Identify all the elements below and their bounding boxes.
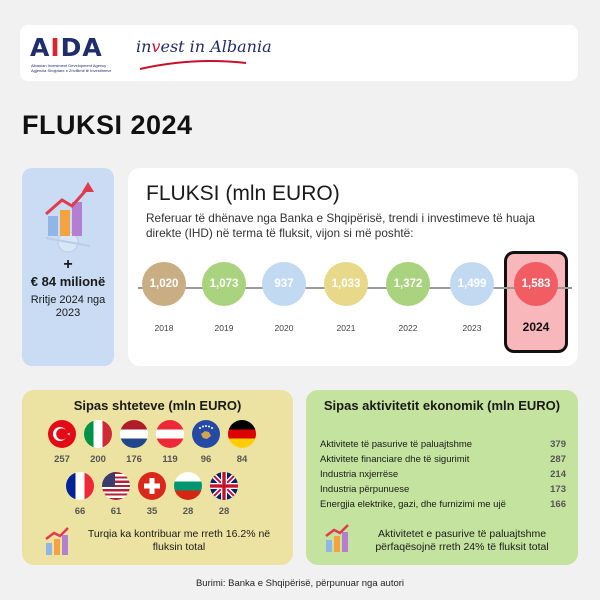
country-value-austria: 119 <box>162 454 178 465</box>
switzerland-flag-icon <box>138 472 166 500</box>
source-note: Burimi: Banka e Shqipërisë, përpunuar nga autori <box>195 578 405 589</box>
flux-description: Referuar të dhënave nga Banka e Shqipërisë, trendi i investimeve të huaja direkte (IHD) në terma të fluksit, vijon si më poshtë: <box>146 211 535 240</box>
swoosh-icon <box>138 59 248 71</box>
aida-logo: AIDA <box>30 33 103 62</box>
activity-value: 214 <box>550 469 566 480</box>
country-value-bulgaria: 28 <box>182 506 194 517</box>
growth-plus-sign: + <box>63 256 73 273</box>
activity-row <box>320 439 566 450</box>
flux-card <box>128 168 578 366</box>
bubble-2021: 1,033 <box>324 262 368 306</box>
country-value-uk: 28 <box>218 506 230 517</box>
year-label-2024: 2024 <box>522 320 550 334</box>
flux-title: FLUKSI (mln EURO) <box>146 182 340 205</box>
country-value-usa: 61 <box>110 506 122 517</box>
growth-card <box>22 168 114 366</box>
country-value-netherlands: 176 <box>126 454 142 465</box>
activity-label: Aktivitete të pasurive të paluajtshme <box>320 439 473 450</box>
activity-label: Energjia elektrike, gazi, dhe furnizimi me ujë <box>320 499 506 510</box>
growth-amount: € 84 milionë <box>30 274 106 289</box>
country-value-france: 66 <box>74 506 86 517</box>
activity-card-title: Sipas aktivitetit ekonomik (mln EURO) <box>323 398 561 413</box>
activity-label: Industria nxjerrëse <box>320 469 399 480</box>
austria-flag-icon <box>156 420 184 448</box>
activity-value: 379 <box>550 439 566 450</box>
activity-value: 287 <box>550 454 566 465</box>
year-label-2023: 2023 <box>462 323 482 333</box>
country-note: Turqia ka kontribuar me rreth 16.2% në fluksin total <box>87 528 271 553</box>
activity-row <box>320 484 566 495</box>
growth-chart-icon <box>324 522 352 554</box>
year-label-2018: 2018 <box>154 323 174 333</box>
year-label-2022: 2022 <box>398 323 418 333</box>
country-card <box>22 390 293 565</box>
year-label-2019: 2019 <box>214 323 234 333</box>
growth-chart-icon <box>44 525 72 557</box>
bubble-2019: 1,073 <box>202 262 246 306</box>
year-label-2020: 2020 <box>274 323 294 333</box>
bubble-2022: 1,372 <box>386 262 430 306</box>
invest-in-albania-logo: invest in Albania <box>136 37 272 56</box>
country-value-switzerland: 35 <box>146 506 158 517</box>
page-title: FLUKSI 2024 <box>22 110 193 140</box>
country-value-germany: 84 <box>236 454 248 465</box>
country-value-turkey: 257 <box>54 454 70 465</box>
netherlands-flag-icon <box>120 420 148 448</box>
activity-row <box>320 469 566 480</box>
uk-flag-icon <box>210 472 238 500</box>
bubble-2020: 937 <box>262 262 306 306</box>
growth-chart-icon <box>36 180 100 260</box>
growth-note: Rritje 2024 nga 2023 <box>30 294 106 319</box>
bulgaria-flag-icon <box>174 472 202 500</box>
bubble-2023: 1,499 <box>450 262 494 306</box>
country-card-title: Sipas shteteve (mln EURO) <box>73 398 242 413</box>
year-label-2021: 2021 <box>336 323 356 333</box>
country-value-kosovo: 96 <box>200 454 212 465</box>
activity-row <box>320 499 566 510</box>
country-value-italy: 200 <box>90 454 106 465</box>
france-flag-icon <box>66 472 94 500</box>
activity-row <box>320 454 566 465</box>
bubble-2024: 1,583 <box>514 262 558 306</box>
germany-flag-icon <box>228 420 256 448</box>
aida-logo-subtitle: Albanian Investment Development Agency · Agjencia Shqiptare e Zhvillimit të Investimeve <box>31 63 112 73</box>
kosovo-flag-icon <box>192 420 220 448</box>
activity-value: 166 <box>550 499 566 510</box>
activity-note: Aktivitetet e pasurive të paluajtshme përfaqësojnë rreth 24% të fluksit total <box>375 528 549 553</box>
bubble-2018: 1,020 <box>142 262 186 306</box>
italy-flag-icon <box>84 420 112 448</box>
usa-flag-icon <box>102 472 130 500</box>
activity-label: Aktivitete financiare dhe të sigurimit <box>320 454 470 465</box>
turkey-flag-icon <box>48 420 76 448</box>
activity-label: Industria përpunuese <box>320 484 410 495</box>
activity-card <box>306 390 578 565</box>
activity-value: 173 <box>550 484 566 495</box>
header-bar <box>20 25 578 81</box>
